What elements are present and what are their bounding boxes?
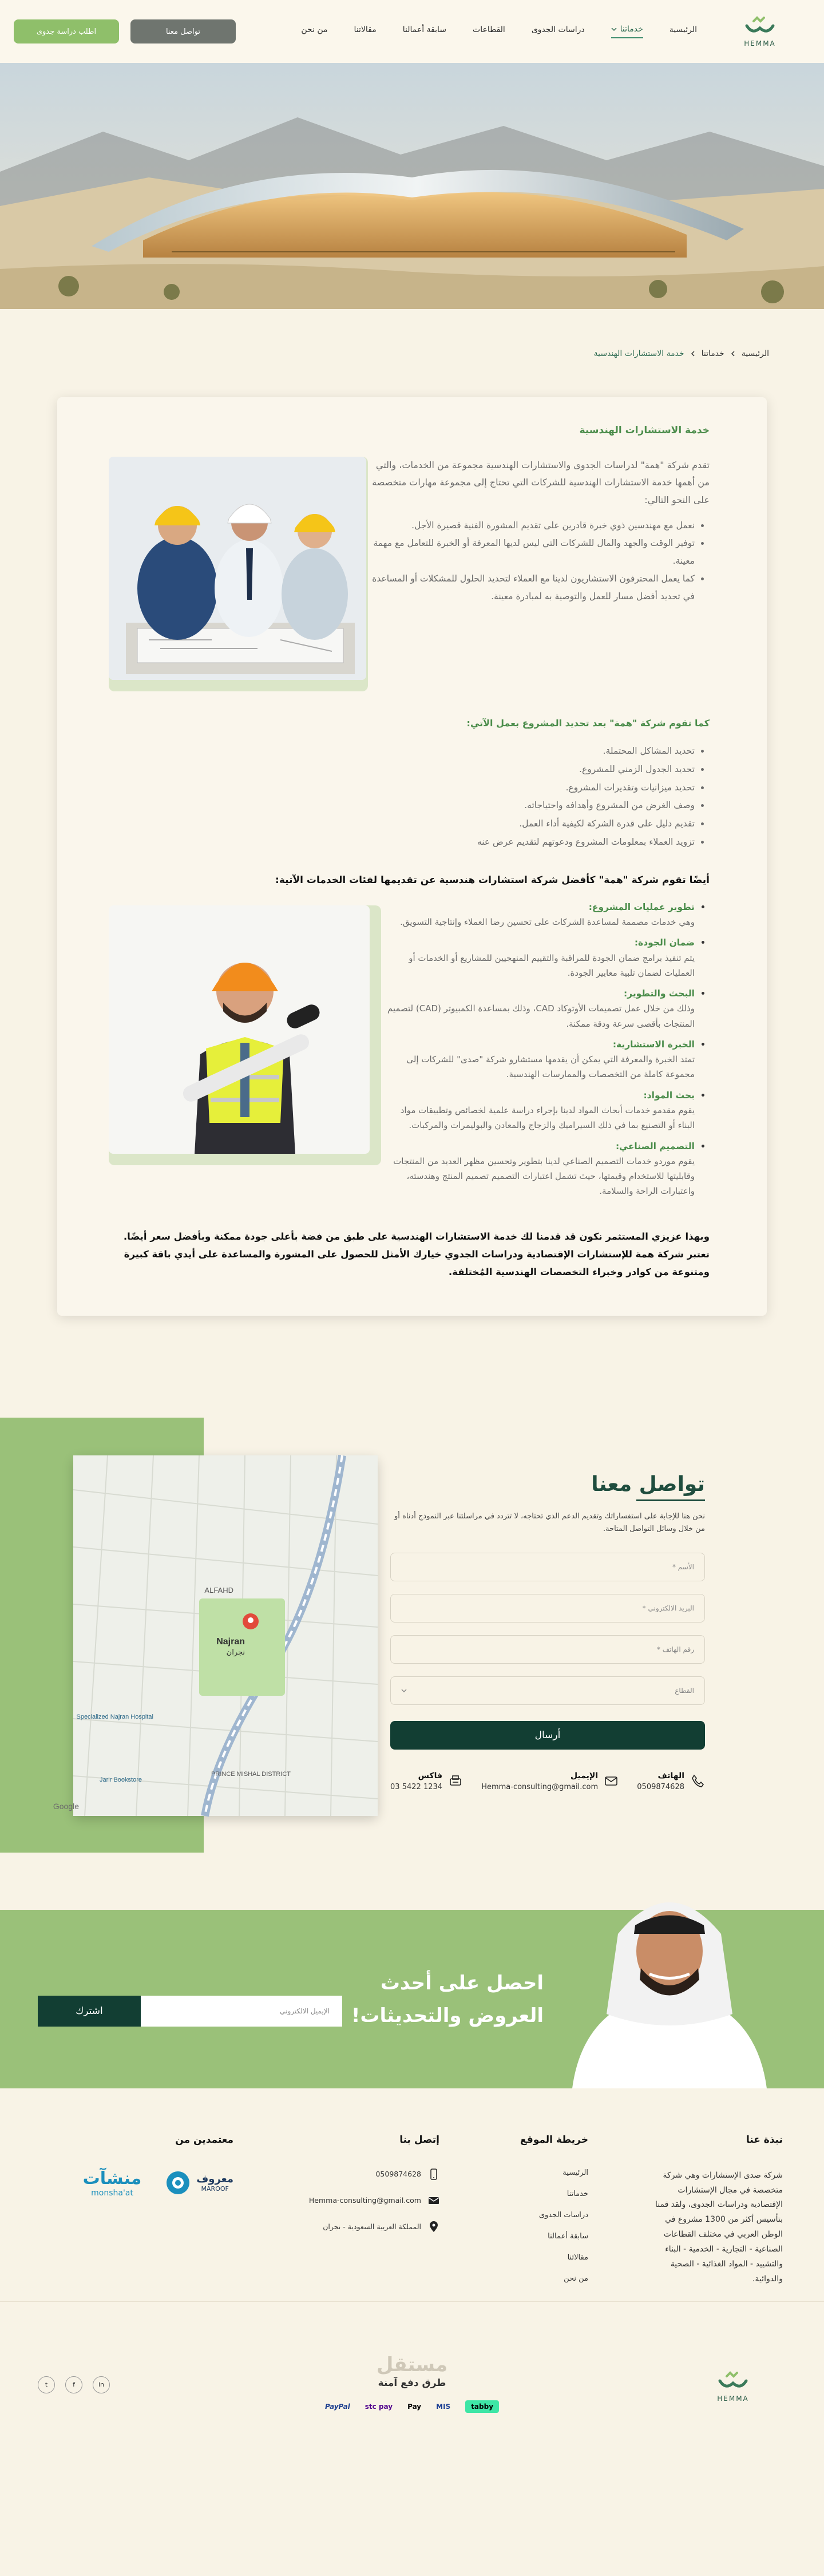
chevron-left-icon [730, 351, 736, 357]
linkedin-icon[interactable]: in [93, 2376, 110, 2393]
nav-articles[interactable]: مقالاتنا [354, 25, 377, 34]
fax-label: فاكس [418, 1771, 443, 1780]
list-item: • وصف الغرض من المشروع وأهدافه واحتياجاته. [109, 797, 695, 815]
map-label-hospital: Specialized Najran Hospital [76, 1713, 153, 1720]
footer-link-about[interactable]: من نحن [564, 2274, 588, 2283]
phone-value: 0509874628 [637, 1782, 684, 1791]
newsletter-email-input[interactable]: الإيميل الالكتروني [141, 1996, 342, 2027]
footer-bottom [0, 2301, 824, 2421]
footer-top [0, 2088, 824, 2301]
list-item: • كما يعمل المحترفون الاستشاريون لدينا مع العملاء لتحديد الحلول للمشكلات أو المساعدة في تحديد أفضل مسار للعمل والتوصية به لمبادرة معينة. [368, 570, 695, 606]
contact-info [390, 1771, 705, 1791]
footer-address [279, 2221, 439, 2233]
footer-address-value: المملكة العربية السعودية - نجران [323, 2222, 421, 2231]
contact-us-button[interactable]: تواصل معنا [130, 19, 236, 43]
sector-select[interactable] [390, 1676, 705, 1705]
service-heading: • الخبرة الاستشارية: [612, 1039, 695, 1050]
service-article [57, 397, 767, 1316]
maroof-logo-ar: معروف [196, 2173, 233, 2186]
payment-logos [325, 2400, 499, 2413]
contact-section [0, 1418, 824, 1853]
footer-link-home[interactable]: الرئيسية [562, 2168, 588, 2177]
newsletter-section [0, 1910, 824, 2088]
mail-icon [604, 1774, 619, 1788]
footer-about-text: شركة صدى الإستشارات وهي شركة متخصصة في مجال الإستشارات الإقتصادية ودراسات الجدوى، ولقد قمنا بتأسيس أكثر من 1300 مشروع في الوطن العربي في مختلف القطاعات الصناعية - التجارية - الخدمية - البناء والتشييد - المواد الغذائية - الصحية والدوائية. [655, 2170, 783, 2284]
chevron-down-icon [401, 1688, 407, 1693]
monshaat-logo-ar: منشآت [82, 2168, 142, 2189]
hemma-logo-icon [716, 2371, 750, 2393]
service-body: وهي خدمات مصممة لمساعدة الشركات على تحسين رضا العملاء وإنتاجية التسويق. [400, 916, 695, 927]
footer-link-feasibility[interactable]: دراسات الجدوى [538, 2210, 588, 2219]
list-item [381, 1037, 695, 1082]
stc-pay-logo: stc pay [365, 2402, 393, 2411]
chevron-down-icon [611, 26, 617, 32]
service-body: يقوم موردو خدمات التصميم الصناعي لدينا بتطوير وتحسين مظهر العديد من المنتجات وقابليتها للاستخدام وقيمتها، حيث تشمل اعتبارات التصميم تصميم المنتج وهندسته، واعتبارات الراحة والسلامة. [393, 1156, 695, 1197]
header-actions [14, 19, 236, 43]
breadcrumb-home[interactable]: الرئيسية [741, 349, 769, 358]
map-label-prince: PRINCE MISHAL DISTRICT [211, 1770, 291, 1778]
footer-sitemap [485, 2134, 588, 2301]
service-heading: • التصميم الصناعي: [615, 1141, 695, 1152]
email-label: الإيميل [571, 1771, 599, 1780]
newsletter-title-line1: احصل على أحدث [380, 1971, 544, 1995]
nav-services[interactable] [611, 25, 643, 38]
monshaat-logo-en: monsha'at [91, 2188, 133, 2198]
footer-phone-value: 0509874628 [375, 2170, 421, 2179]
list-item: • تزويد العملاء بمعلومات المشروع ودعوتهم لتقديم عرض عنه [109, 833, 695, 852]
footer-contact [279, 2134, 439, 2301]
services-section [109, 900, 710, 1205]
footer-link-articles[interactable]: مقالاتنا [567, 2253, 588, 2262]
footer-sitemap-title: خريطة الموقع [520, 2134, 588, 2146]
apple-pay-logo: Pay [407, 2402, 422, 2411]
phone-input[interactable]: رقم الهاتف * [390, 1635, 705, 1664]
map-label-alfaid: ALFAHD [204, 1585, 233, 1594]
list-item: • تحديد ميزانيات وتقديرات المشروع. [109, 779, 695, 797]
map-label-najran-ar: نجران [226, 1648, 245, 1657]
list-item [381, 986, 695, 1031]
site-header [0, 0, 824, 63]
list-item: • توفير الوقت والجهد والمال للشركات التي ليس لديها المعرفة أو الخبرة للتعامل مع مهمة معينة. [368, 535, 695, 570]
send-button[interactable]: أرسال [390, 1721, 705, 1750]
service-body: وذلك من خلال عمل تصميمات الأوتوكاد CAD، وذلك بمساعدة الكمبيوتر (CAD) لتصميم المنتجات بأقصى سرعة ودقة ممكنة. [387, 1003, 695, 1029]
list-item: • تحديد المشاكل المحتملة. [109, 742, 695, 761]
subscribe-button[interactable]: اشترك [38, 1996, 141, 2027]
nav-feasibility[interactable]: دراسات الجدوى [531, 25, 585, 34]
breadcrumb-current: خدمة الاستشارات الهندسية [593, 349, 684, 358]
service-heading: • البحث والتطوير: [623, 988, 695, 999]
service-heading: • تطوير عمليات المشروع: [588, 901, 695, 912]
footer-email[interactable] [279, 2195, 439, 2206]
nav-about[interactable]: من نحن [301, 25, 328, 34]
nav-services-label: خدماتنا [620, 25, 643, 34]
location-pin-icon [428, 2221, 439, 2233]
request-study-button[interactable]: اطلب دراسة جدوى [14, 19, 119, 43]
main-nav [301, 25, 697, 38]
accreditation-logos [39, 2169, 233, 2198]
logo-text: HEMMA [744, 39, 776, 48]
mostaql-watermark: مستقل [376, 2353, 448, 2376]
newsletter-title-line2: العروض والتحديثات! [351, 2004, 544, 2028]
site-logo[interactable] [737, 15, 783, 48]
footer-about-title: نبذة عنا [746, 2134, 783, 2146]
footer-accreditation [39, 2134, 233, 2301]
maroof-logo[interactable] [164, 2169, 233, 2197]
phone-icon [690, 1774, 705, 1788]
hero-building-image [0, 63, 824, 309]
service-heading: • ضمان الجودة: [634, 937, 695, 948]
contact-description: نحن هنا للإجابة على استفساراتك وتقديم الدعم الذي تحتاجه، لا تتردد في مراسلتنا عبر النموذج أدناه أو من خلال وسائل التواصل المتاحة. [394, 1511, 705, 1533]
list-item [381, 1139, 695, 1199]
list-item: • تحديد الجدول الزمني للمشروع. [109, 761, 695, 779]
list-item: • تقديم دليل على قدرة الشركة لكيفية أداء العمل. [109, 815, 695, 833]
engineer-photo [109, 905, 381, 1165]
service-body: تمتد الخبرة والمعرفة التي يمكن أن يقدمها مستشارو شركة "صدى" للشركات إلى مجموعة كاملة من التخصصات والممارسات الهندسية. [406, 1054, 695, 1080]
footer-email-value: Hemma-consulting@gmail.com [308, 2196, 421, 2205]
engineers-photo [109, 457, 368, 691]
footer-about [645, 2134, 783, 2301]
facebook-icon[interactable]: f [65, 2376, 82, 2393]
paypal-logo: PayPal [324, 2402, 350, 2411]
chevron-left-icon [690, 351, 696, 357]
man-in-ghutra-image [549, 1871, 790, 2088]
contact-phone[interactable] [637, 1771, 705, 1791]
list-item [381, 935, 695, 980]
map-label-jarir: Jarir Bookstore [100, 1776, 142, 1783]
maroof-logo-en: MAROOF [201, 2185, 229, 2193]
service-body: يتم تنفيذ برامج ضمان الجودة للمراقبة والتقييم المنهجيين للمشاريع أو الخدمات أو العمليات لضمان تلبية معايير الجودة. [409, 952, 695, 978]
payment-title: طرق دفع آمنة [378, 2377, 446, 2389]
title-underline [636, 1499, 705, 1501]
payment-methods [325, 2353, 499, 2413]
google-logo: Google [53, 1801, 79, 1811]
intro-text [368, 457, 710, 691]
map-image [53, 1455, 378, 1816]
intro-bullets [368, 517, 710, 606]
email-value: Hemma-consulting@gmail.com [481, 1782, 599, 1791]
twitter-icon[interactable]: t [38, 2376, 55, 2393]
sector-select-label: القطاع [675, 1686, 694, 1695]
mail-icon [428, 2195, 439, 2206]
location-map[interactable] [53, 1455, 378, 1816]
map-label-najran-en: Najran [216, 1636, 245, 1647]
phone-label: الهاتف [657, 1771, 684, 1780]
contact-title: تواصل معنا [591, 1472, 705, 1496]
fax-icon [448, 1774, 463, 1788]
site-footer [0, 2088, 824, 2421]
breadcrumb [0, 309, 824, 358]
steps-title: كما تقوم شركة "همة" بعد تحديد المشروع بعمل الآتي: [466, 718, 710, 729]
intro-section [109, 457, 710, 691]
engineer-illustration [109, 905, 381, 1165]
footer-link-portfolio[interactable]: سابقة أعمالنا [548, 2231, 588, 2241]
nav-portfolio[interactable]: سابقة أعمالنا [402, 25, 447, 34]
services-list [381, 900, 710, 1205]
hemma-logo-icon [743, 15, 777, 38]
newsletter-form [38, 1996, 342, 2027]
service-heading: • بحث المواد: [643, 1090, 695, 1101]
steps-list [109, 742, 710, 852]
fax-value: 1234 5422 03 [390, 1782, 443, 1791]
contact-form [390, 1473, 705, 1791]
newsletter-title [351, 1967, 544, 2033]
email-input[interactable]: البريد الالكتروني * [390, 1594, 705, 1623]
services-title: أيضًا تقوم شركة "همة" كأفضل شركة استشارات هندسية عن تقديمها لفئات الخدمات الآتية: [275, 874, 710, 886]
maroof-icon [164, 2169, 192, 2197]
nav-home[interactable]: الرئيسية [669, 25, 697, 34]
social-links [38, 2376, 110, 2393]
hero-banner [0, 63, 824, 309]
breadcrumb-services[interactable]: خدماتنا [701, 349, 724, 358]
engineers-illustration [109, 457, 378, 691]
contact-fax[interactable] [390, 1771, 463, 1791]
service-body: يقوم مقدمو خدمات أبحاث المواد لدينا بإجراء دراسة علمية لخصائص وتطبيقات مواد البناء أو التصنيع بما في ذلك السيراميك والزجاج والمعادن والبوليمرات والمركبات. [400, 1105, 695, 1131]
footer-logo[interactable] [716, 2371, 750, 2403]
nav-sectors[interactable]: القطاعات [473, 25, 505, 34]
tabby-logo: tabby [465, 2400, 499, 2413]
footer-link-services[interactable]: خدماتنا [566, 2189, 588, 2198]
contact-email[interactable] [481, 1771, 619, 1791]
article-title: خدمة الاستشارات الهندسية [579, 425, 710, 436]
list-item [381, 1088, 695, 1133]
footer-phone[interactable] [279, 2169, 439, 2180]
closing-paragraph: وبهذا عزيزي المستثمر نكون قد قدمنا لك خدمة الاستشارات الهندسية على طبق من فضة بأعلى جودة ممكنة وبأفضل سعر أيضًا. تعتبر شركة همة للإستشارات الإقتصادية ودراسات الجدوي خيارك الأمثل للحصول على المشورة والمساعدة على أيدي باقة كبيرة ومتنوعة من كوادر وخبراء التخصصات الهندسية المُختلفة. [123, 1230, 710, 1278]
list-item: • نعمل مع مهندسين ذوي خبرة قادرين على تقديم المشورة الفنية قصيرة الأجل. [368, 517, 695, 535]
list-item [381, 900, 695, 930]
footer-contact-title: إتصل بنا [399, 2134, 439, 2146]
intro-paragraph: تقدم شركة "همة" لدراسات الجدوى والاستشارات الهندسية مجموعة من الخدمات، والتي من أهمها خدمة الاستشارات الهندسية للشركات التي تحتاج إلى مجموعة مهارات متخصصة على النحو التالي: [372, 460, 710, 505]
name-input[interactable]: الأسم * [390, 1553, 705, 1581]
mis-logo: MIS [436, 2402, 451, 2411]
mobile-phone-icon [428, 2169, 439, 2180]
footer-accred-title: معتمدين من [175, 2134, 233, 2146]
footer-logo-text: HEMMA [717, 2394, 749, 2403]
monshaat-logo[interactable] [83, 2169, 142, 2198]
